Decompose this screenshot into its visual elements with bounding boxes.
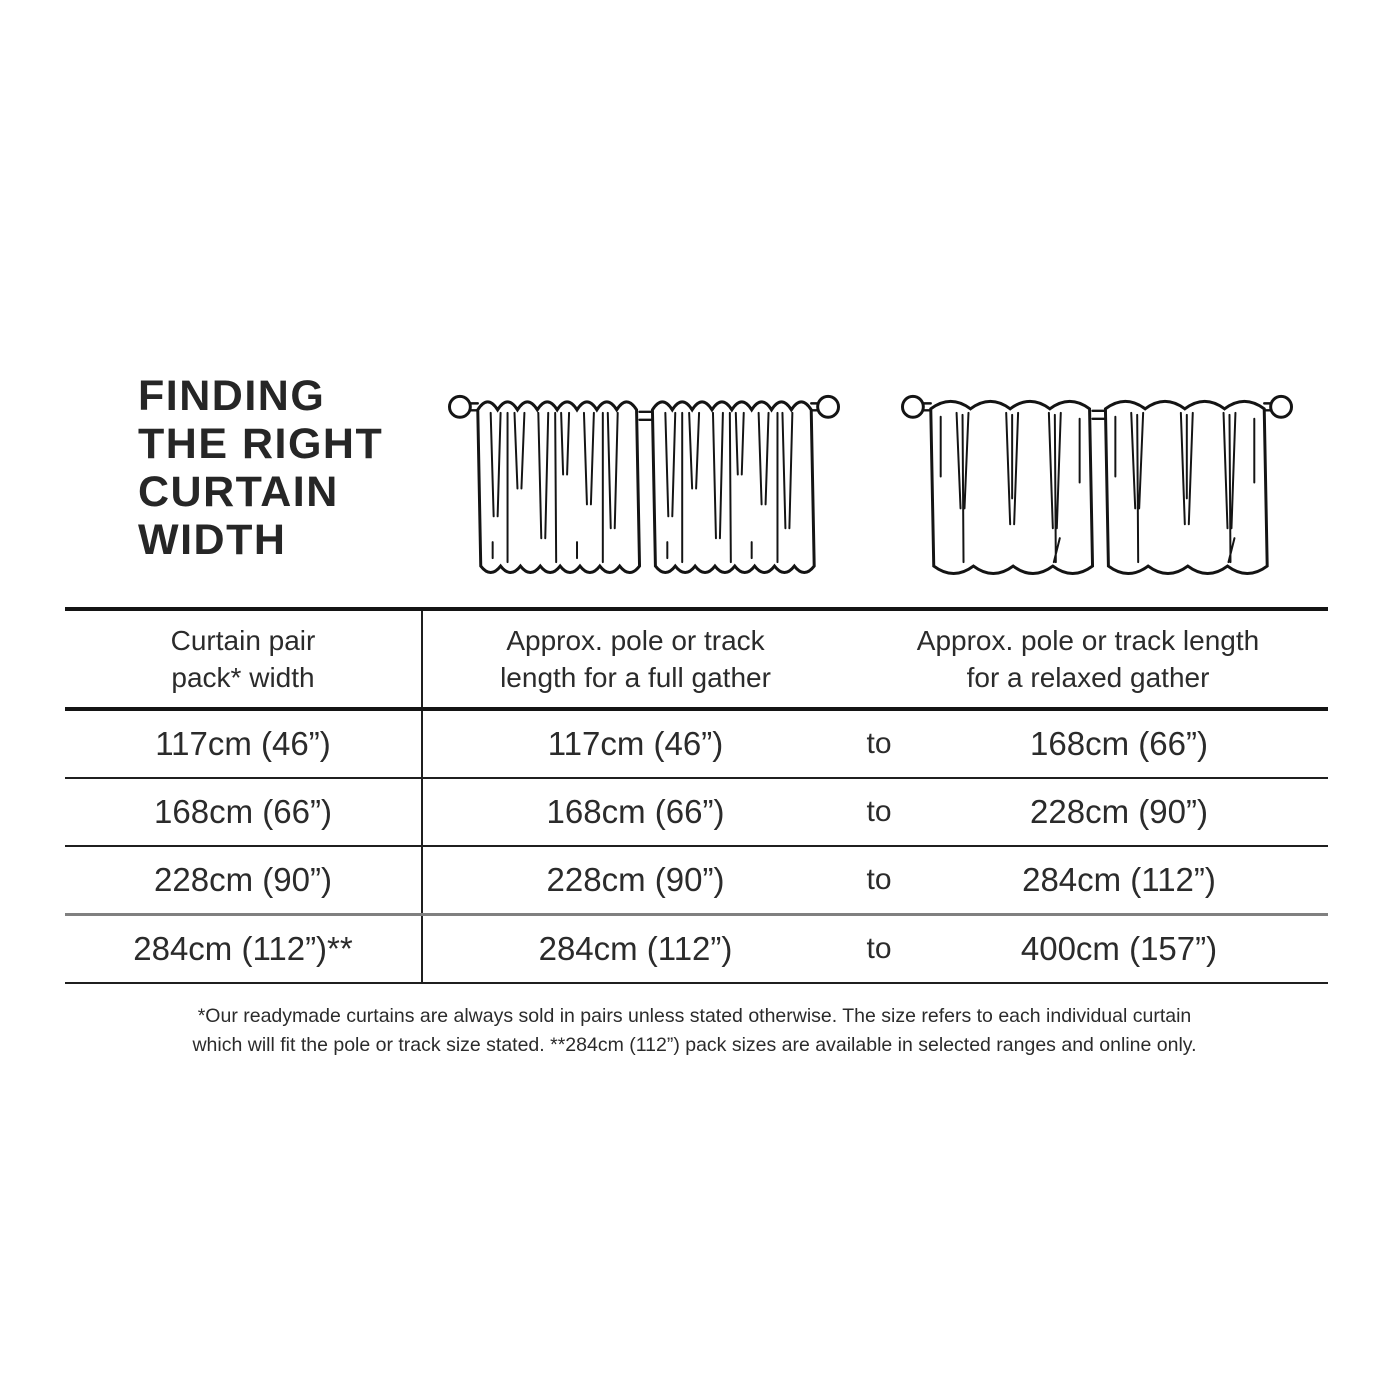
header-line: Approx. pole or track length [916, 625, 1260, 656]
range-connector: to [866, 932, 892, 965]
range-connector: to [866, 795, 892, 828]
pack-width-value: 228cm (90”) [65, 847, 423, 913]
size-table [65, 607, 1328, 984]
page-title [138, 372, 383, 564]
relaxed-gather-value: 400cm (157”) [1020, 930, 1218, 967]
header-line: Approx. pole or track [506, 625, 765, 656]
page-title-line: WIDTH [138, 516, 287, 564]
footnote [0, 1002, 1389, 1060]
curtains-relaxed-gather-icon [901, 377, 1293, 578]
full-gather-value: 117cm (46”) [547, 725, 724, 762]
pack-width-value: 284cm (112”)** [65, 916, 423, 982]
relaxed-gather-value: 168cm (66”) [1030, 725, 1208, 762]
table-header-pack-width [65, 611, 423, 707]
table-row [65, 779, 1328, 847]
table-header-row [65, 611, 1328, 711]
table-row [65, 711, 1328, 779]
page-title-line: FINDING [138, 372, 326, 420]
table-row [65, 916, 1328, 984]
page-title-line: CURTAIN [138, 468, 339, 516]
relaxed-gather-value: 284cm (112”) [1022, 861, 1216, 898]
table-row [65, 847, 1328, 916]
range-connector: to [866, 727, 892, 760]
range-connector: to [866, 863, 892, 896]
curtains-full-gather-icon [448, 377, 840, 578]
full-gather-value: 228cm (90”) [546, 861, 725, 898]
footnote-line: *Our readymade curtains are always sold in pairs unless stated otherwise. The size refers to each individual curtain [197, 1005, 1192, 1027]
table-header-full-gather [423, 611, 848, 707]
full-gather-value: 284cm (112”) [538, 930, 733, 967]
footnote-line: which will fit the pole or track size stated. **284cm (112”) pack sizes are available in selected ranges and online only. [192, 1034, 1197, 1056]
header-line: Curtain pair [170, 625, 316, 656]
page-title-line: THE RIGHT [138, 420, 384, 468]
full-gather-value: 168cm (66”) [546, 793, 725, 830]
pack-width-value: 168cm (66”) [65, 779, 423, 845]
pack-width-value: 117cm (46”) [65, 711, 423, 777]
header-line: length for a full gather [500, 662, 771, 693]
header-line: pack* width [171, 662, 315, 693]
table-header-relaxed-gather [848, 611, 1328, 707]
relaxed-gather-value: 228cm (90”) [1030, 793, 1208, 830]
header-line: for a relaxed gather [966, 662, 1210, 693]
